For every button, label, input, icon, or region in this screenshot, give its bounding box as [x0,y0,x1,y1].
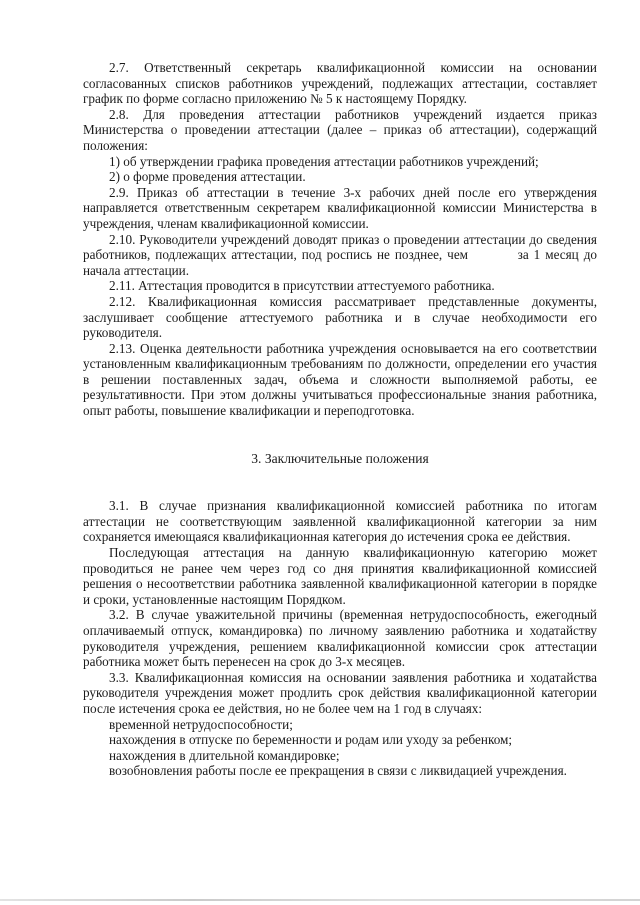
paragraph-2-9: 2.9. Приказ об аттестации в течение 3-х рабочих дней после его утверждения направляется ответственным секретарем квалификационной комиссии Министерства в учреждения, членам квалификационной комиссии. [83,184,597,231]
paragraph-2-12: 2.12. Квалификационная комиссия рассматривает представленные документы, заслушивает сообщение аттестуемого работника и в случае необходимости его руководителя. [83,293,597,341]
section-title: 3. Заключительные положения [251,450,429,466]
case-item-1: временной нетрудоспособности; [109,716,293,732]
case-item-3: нахождения в длительной командировке; [109,747,340,763]
list-item-1: 1) об утверждении графика проведения аттестации работников учреждений; [109,153,539,169]
list-item-2: 2) о форме проведения аттестации. [109,169,306,185]
case-item-4: возобновления работы после ее прекращения в связи с ликвидацией учреждения. [109,763,567,779]
document-page [83,60,601,779]
paragraph-3-1: 3.1. В случае признания квалификационной комиссией работника по итогам аттестации не соответствующим заявленной квалификационной категории за ним сохраняется имеющаяся квалификационная категория до истечения срока ее действия. [83,498,597,545]
paragraph-2-7: 2.7. Ответственный секретарь квалификационной комиссии на основании согласованных списков работников учреждений, подлежащих аттестации, составляет график по форме согласно приложению № 5 к настоящему Порядку. [83,60,597,107]
paragraph-2-8: 2.8. Для проведения аттестации работников учреждений издается приказ Министерства о проведении аттестации (далее – приказ об аттестации), содержащий положения: [83,106,597,153]
paragraph-3-1-continued: Последующая аттестация на данную квалификационную категорию может проводиться не ранее чем через год со дня принятия квалификационной комиссией решения о несоответствии работника заявленной квалификационной категории в порядке и сроки, установленные настоящим Порядком. [83,545,597,607]
paragraph-2-10: 2.10. Руководители учреждений доводят приказ о проведении аттестации до сведения работников, подлежащих аттестации, под роспись не позднее, чем за 1 месяц до начала аттестации. [83,231,601,278]
paragraph-2-13: 2.13. Оценка деятельности работника учреждения основывается на его соответствии установленным квалификационным требованиям по должности, определении его участия в решении поставленных задач, объема и сложности выполняемой работы, ее результативности. При этом должны учитываться профессиональные знания работника, опыт работы, повышение квалификации и переподготовка. [83,340,597,419]
paragraph-2-11: 2.11. Аттестация проводится в присутствии аттестуемого работника. [109,278,495,294]
case-item-2: нахождения в отпуске по беременности и родам или уходу за ребенком; [109,732,513,748]
scan-edge-divider [0,899,640,901]
paragraph-3-2: 3.2. В случае уважительной причины (временная нетрудоспособность, ежегодный оплачиваемый отпуск, командировка) по личному заявлению работника и ходатайству руководителя учреждения, решением квалификационной комиссии срок аттестации работника может быть перенесен на срок до 3-х месяцев. [83,607,597,670]
paragraph-3-3: 3.3. Квалификационная комиссия на основании заявления работника и ходатайства руководителя учреждения может продлить срок действия квалификационной категории после истечения срока ее действия, но не более чем на 1 год в случаях: [83,669,597,716]
